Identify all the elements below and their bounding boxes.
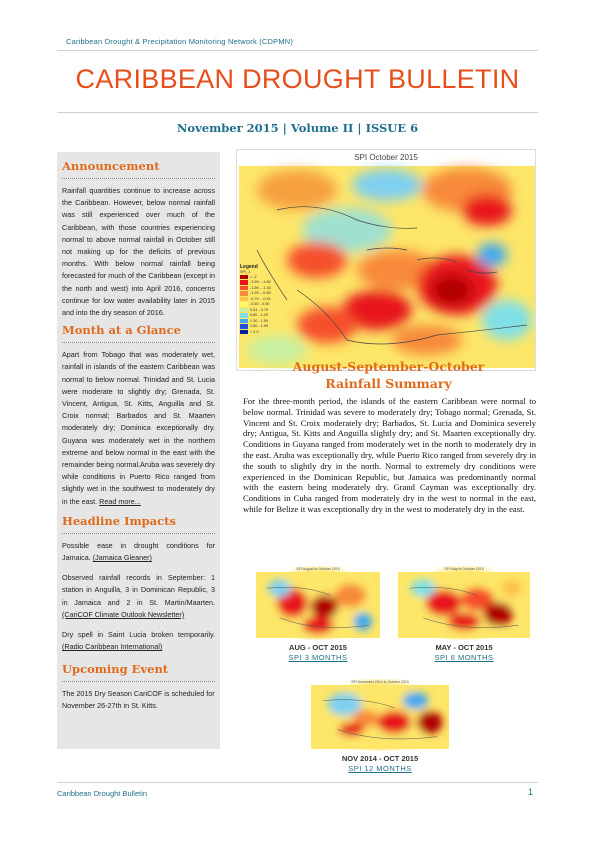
announcement-text: Rainfall quantities continue to increase across the Caribbean. However, below normal rainfall was still experienced over much of the Caribbean, with those countries experiencing normal to above normal rainfall in October still not making up for the deficits of previous months. With below normal rainfall being forecasted for much of the Caribbean (except in the north and west) into April 2016, concerns continue for low water availability later in 2015 and into the dry season of 2016. bbox=[62, 186, 215, 318]
page-number: 1 bbox=[528, 787, 534, 797]
event-heading: Upcoming Event bbox=[62, 661, 169, 676]
thumb-map-graphic bbox=[396, 566, 532, 640]
thumb-map-title: SPI November 2014 to October 2015 bbox=[351, 680, 409, 684]
thumb-map-graphic bbox=[309, 679, 451, 751]
legend-label: > 2.0 bbox=[250, 329, 259, 334]
glance-text: Apart from Tobago that was moderately wet, rainfall in islands of the eastern Caribbean was normal to below normal. Trinidad and St. Lucia were moderate to slightly dry; Grenada, St. Vincent, Antigua, St. Kitts, Anguilla and St. Croix normal; Barbados and St. Maarten moderately dry; Dominica exceptionally dry. Guyana was moderately wet in the northern extreme and below normal in the east with the remainder being normal.Aruba was severely dry while conditions in Puerto Rico ranged from slightly wet in the southwest to moderately dry in the east. bbox=[62, 350, 215, 506]
thumb-map-title: SPI May to October 2015 bbox=[444, 567, 484, 571]
spi-6-months-link[interactable]: SPI 6 MONTHS bbox=[434, 653, 494, 662]
legend-label: 1.60 - 1.99 bbox=[250, 324, 269, 329]
legend-item bbox=[240, 307, 272, 313]
spi-map-october bbox=[236, 149, 536, 371]
legend-swatch bbox=[240, 330, 248, 335]
glance-section bbox=[62, 323, 215, 508]
spi-3-months-link[interactable]: SPI 3 MONTHS bbox=[288, 653, 348, 662]
announcement-heading: Announcement bbox=[62, 159, 160, 173]
spi-12-months-link[interactable]: SPI 12 MONTHS bbox=[348, 764, 412, 773]
legend-swatch bbox=[240, 286, 248, 291]
spi-6-month-map[interactable] bbox=[396, 566, 532, 640]
headline-text: Possible ease in drought conditions for Jamaica. bbox=[62, 540, 215, 563]
thumb-period: AUG - OCT 2015 bbox=[289, 643, 347, 652]
thumb-map-title: SPI August to October 2015 bbox=[296, 567, 340, 571]
footer-rule bbox=[57, 782, 538, 783]
headline-source-link[interactable]: (Radio Caribbean International) bbox=[62, 642, 163, 652]
legend-swatch bbox=[240, 297, 248, 302]
legend-swatch bbox=[240, 313, 248, 318]
legend-item bbox=[240, 280, 272, 286]
legend-label: -1.29 - -0.80 bbox=[250, 291, 271, 296]
legend-label: 0.51 - 0.79 bbox=[250, 307, 269, 312]
thumb-caption bbox=[396, 643, 532, 663]
legend-item bbox=[240, 296, 272, 302]
legend-swatch bbox=[240, 291, 248, 296]
legend-swatch bbox=[240, 280, 248, 285]
divider bbox=[62, 342, 215, 343]
bulletin-title: CARIBBEAN DROUGHT BULLETIN bbox=[75, 64, 520, 94]
summary-title-line1: August-September-October bbox=[292, 359, 485, 374]
title-rule bbox=[57, 112, 538, 113]
headline-text: Dry spell in Saint Lucia broken temporarily. bbox=[62, 630, 215, 640]
event-text: The 2015 Dry Season CariCOF is scheduled for November 26-27th in St. Kitts. bbox=[62, 688, 215, 710]
legend-swatch bbox=[240, 302, 248, 307]
footer-label: Caribbean Drought Bulletin bbox=[57, 789, 148, 798]
legend-swatch bbox=[240, 319, 248, 324]
read-more-link[interactable]: Read more... bbox=[99, 496, 141, 506]
headline-source-link[interactable]: (Jamaica Gleaner) bbox=[92, 553, 152, 563]
thumb-caption bbox=[309, 754, 451, 774]
legend-label: -0.79 - -0.51 bbox=[250, 296, 271, 301]
summary-body: For the three-month period, the islands of the eastern Caribbean were normal to below normal. Trinidad was severe to moderately dry; Tobago normal; Grenada, St. Vincent and St. Croix moderately dry; Barbados, St. Lucia and Dominica severely dry; Antigua, St. Kitts and Anguilla slightly dry; and St. Maarten exceptionally dry. Conditions in Guyana ranged from moderately wet in the north to moderately dry in the east. Aruba was exceptionally dry, while Puerto Rico ranged from severely dry in the south to slightly dry in the north. Normal to extremely dry conditions were experienced in the Dominican Republic, but Jamaica was predominantly normal with the eastern being moderately dry. Grand Cayman was exceptionally dry. Conditions in Cuba ranged from moderately dry in the west to normal in the east, while for Belize it was exceptionally dry in the west to moderately dry in the east. bbox=[243, 396, 536, 514]
announcement-section bbox=[62, 159, 215, 319]
headlines-section bbox=[62, 514, 215, 654]
legend-swatch bbox=[240, 324, 248, 329]
headline-item bbox=[62, 572, 215, 621]
glance-text-wrap bbox=[62, 349, 215, 508]
thumb-caption bbox=[254, 643, 382, 663]
thumb-period: MAY - OCT 2015 bbox=[435, 643, 493, 652]
network-name: Caribbean Drought & Precipitation Monitoring Network (CDPMN) bbox=[66, 37, 294, 46]
legend-label: < -2 bbox=[250, 274, 257, 279]
legend-item bbox=[240, 302, 272, 308]
legend-subtitle: SPI_1 bbox=[240, 270, 251, 274]
thumb-period: NOV 2014 - OCT 2015 bbox=[341, 754, 419, 763]
legend-item bbox=[240, 313, 272, 319]
map-legend bbox=[240, 264, 272, 335]
legend-swatch bbox=[240, 275, 248, 280]
legend-label: -1.59 - -1.30 bbox=[250, 285, 271, 290]
glance-heading: Month at a Glance bbox=[62, 323, 181, 338]
thumb-map-graphic bbox=[254, 566, 382, 640]
divider bbox=[62, 533, 215, 534]
divider bbox=[62, 681, 215, 682]
legend-label: 0.80 - 1.29 bbox=[250, 313, 269, 318]
issue-line: November 2015 | Volume II | ISSUE 6 bbox=[176, 121, 419, 135]
event-section bbox=[62, 662, 215, 712]
legend-label: -0.50 - 0.50 bbox=[250, 302, 270, 307]
spi-map-graphic bbox=[237, 150, 536, 371]
legend-title: Legend bbox=[240, 264, 258, 270]
legend-item bbox=[240, 285, 272, 291]
header-rule bbox=[57, 50, 538, 51]
spi-12-month-map[interactable] bbox=[309, 679, 451, 751]
legend-item bbox=[240, 318, 272, 324]
headlines-heading: Headline Impacts bbox=[62, 513, 176, 528]
summary-title-line2: Rainfall Summary bbox=[325, 376, 452, 391]
headline-source-link[interactable]: (CariCOF Climate Outlook Newsletter) bbox=[62, 609, 185, 619]
headline-text: Observed rainfall records in September: 1 station in Anguilla, 3 in Dominican Republic, 3 in Jamaica and 2 in St. Martin/Maarten. bbox=[62, 573, 215, 607]
spi-3-month-map[interactable] bbox=[254, 566, 382, 640]
legend-rows bbox=[240, 274, 272, 335]
legend-label: 1.30 - 1.59 bbox=[250, 318, 269, 323]
legend-item bbox=[240, 329, 272, 335]
divider bbox=[62, 178, 215, 179]
sidebar bbox=[57, 152, 220, 749]
summary-title bbox=[236, 358, 541, 392]
legend-item bbox=[240, 291, 272, 297]
map-title: SPI October 2015 bbox=[354, 153, 418, 162]
headline-item bbox=[62, 540, 215, 564]
headline-item bbox=[62, 629, 215, 653]
legend-swatch bbox=[240, 308, 248, 313]
legend-label: -1.99 - -1.60 bbox=[250, 280, 271, 285]
legend-item bbox=[240, 324, 272, 330]
